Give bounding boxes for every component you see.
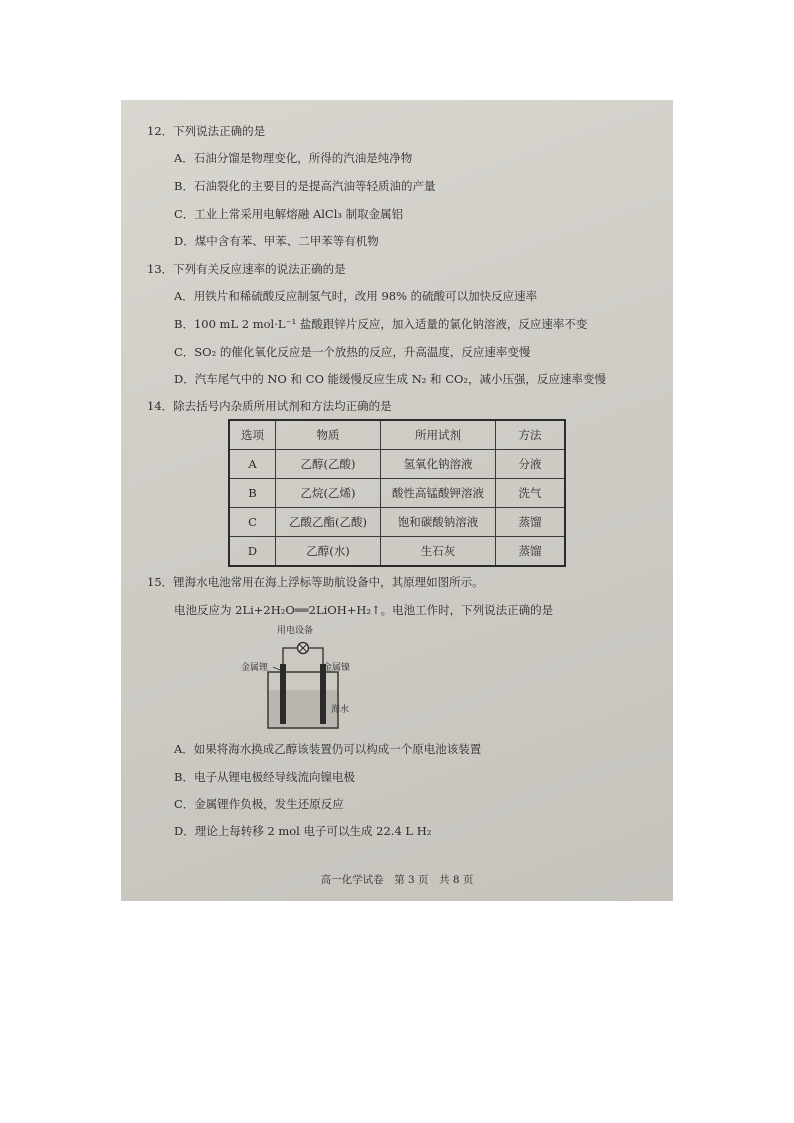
table-cell: 乙酸乙酯(乙酸) [276,508,381,537]
table-cell: 洗气 [496,479,566,508]
table-header-cell: 选项 [229,420,276,450]
question-15-stem: 15．锂海水电池常用在海上浮标等助航设备中，其原理如图所示。 [147,575,484,589]
question-15-option-a: A．如果将海水换成乙醇该装置仍可以构成一个原电池该装置 [174,742,482,756]
table-header-cell: 方法 [496,420,566,450]
table-cell: 分液 [496,450,566,479]
question-12-option-a: A．石油分馏是物理变化，所得的汽油是纯净物 [174,151,413,165]
question-13-option-d: D．汽车尾气中的 NO 和 CO 能缓慢反应生成 N₂ 和 CO₂，减小压强，反应速率变慢 [174,372,607,386]
exam-page-photo [121,100,673,901]
table-cell: 饱和碳酸钠溶液 [381,508,496,537]
seawater [269,690,337,727]
battery-diagram [241,624,351,734]
question-12-option-d: D．煤中含有苯、甲苯、二甲苯等有机物 [174,234,379,248]
table-header-cell: 所用试剂 [381,420,496,450]
table-cell: B [229,479,276,508]
right-electrode-label: 金属镍 [323,663,351,673]
table-header-cell: 物质 [276,420,381,450]
table-row [229,508,565,537]
question-13-option-b: B．100 mL 2 mol·L⁻¹ 盐酸跟锌片反应，加入适量的氯化钠溶液，反应速率不变 [174,317,588,331]
question-15-option-b: B．电子从锂电极经导线流向镍电极 [174,770,355,784]
table-row [229,450,565,479]
question-13-option-c: C．SO₂ 的催化氧化反应是一个放热的反应，升高温度，反应速率变慢 [174,345,531,359]
question-14-stem: 14．除去括号内杂质所用试剂和方法均正确的是 [147,399,392,413]
table-cell: D [229,537,276,567]
question-15-option-c: C．金属锂作负极，发生还原反应 [174,797,344,811]
table-cell: 乙醇(水) [276,537,381,567]
question-12-option-b: B．石油裂化的主要目的是提高汽油等轻质油的产量 [174,179,436,193]
question-15-reaction: 电池反应为 2Li+2H₂O══2LiOH+H₂↑。电池工作时，下列说法正确的是 [174,603,554,617]
electrolyte-label: 海水 [331,705,350,715]
table-cell: 氢氧化钠溶液 [381,450,496,479]
question-15-option-d: D．理论上每转移 2 mol 电子可以生成 22.4 L H₂ [174,824,432,838]
nickel-electrode [320,664,326,724]
question-12-option-c: C．工业上常采用电解熔融 AlCl₃ 制取金属铝 [174,207,404,221]
question-14-table [228,419,566,567]
table-cell: 生石灰 [381,537,496,567]
table-cell: 酸性高锰酸钾溶液 [381,479,496,508]
table-cell: C [229,508,276,537]
table-cell: A [229,450,276,479]
table-cell: 蒸馏 [496,537,566,567]
question-13-stem: 13．下列有关反应速率的说法正确的是 [147,262,346,276]
table-row [229,479,565,508]
left-electrode-label: 金属锂 [241,663,269,673]
page-footer: 高一化学试卷 第 3 页 共 8 页 [320,874,474,886]
table-row [229,537,565,567]
lithium-electrode [280,664,286,724]
table-cell: 蒸馏 [496,508,566,537]
table-header-row [229,420,565,450]
question-12-stem: 12．下列说法正确的是 [147,124,266,138]
device-label: 用电设备 [277,626,314,636]
table-cell: 乙醇(乙酸) [276,450,381,479]
question-13-option-a: A．用铁片和稀硫酸反应制氢气时，改用 98% 的硫酸可以加快反应速率 [174,289,538,303]
table-cell: 乙烷(乙烯) [276,479,381,508]
